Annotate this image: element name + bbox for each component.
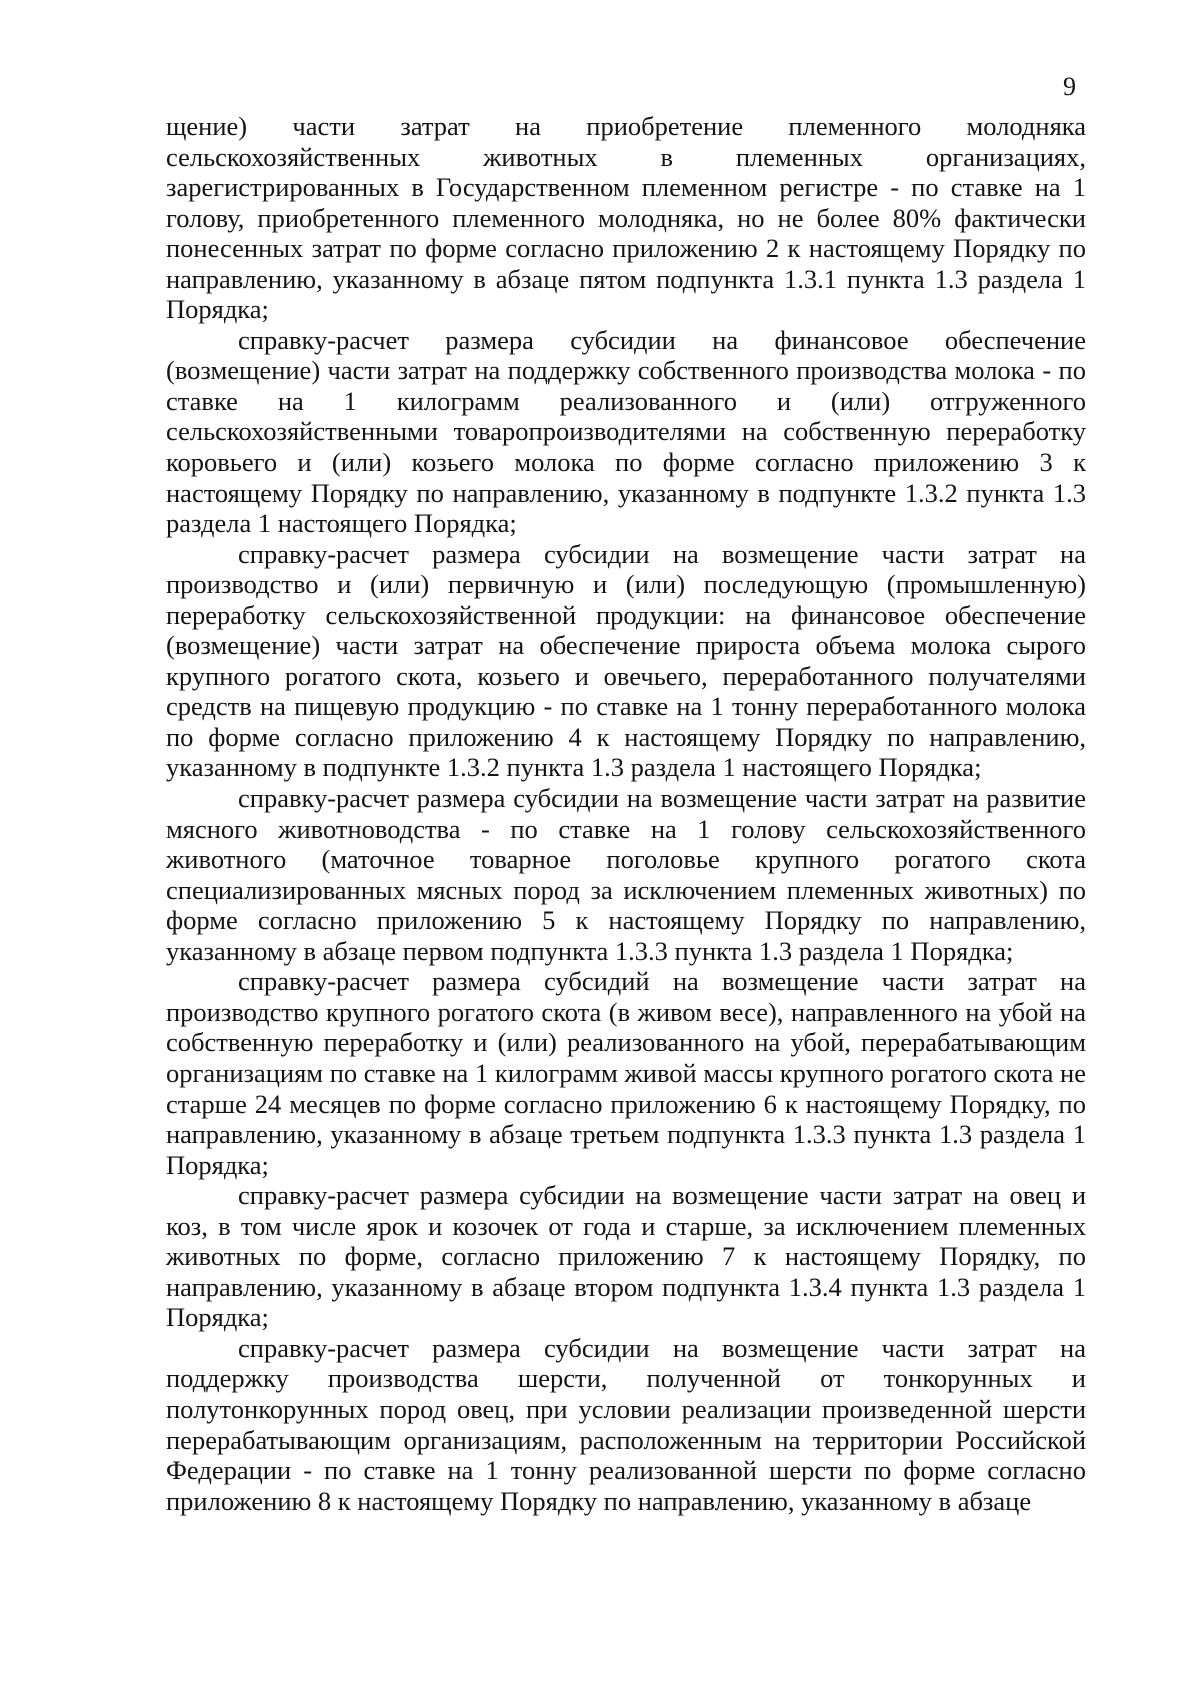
document-body — [166, 111, 1086, 1516]
paragraph-wool-production: справку-расчет размера субсидии на возмещение части затрат на поддержку производства шерсти, полученной от тонкорунных и полутонкорунных пород овец, при условии реализации произведенной шерсти перерабатывающим организациям, расположенным на территории Российской Федерации - по ставке на 1 тонну реализованной шерсти по форме согласно приложению 8 к настоящему Порядку по направлению, указанному в абзаце — [166, 1332, 1086, 1516]
page-number: 9 — [1063, 72, 1076, 101]
paragraph-meat-livestock: справку-расчет размера субсидии на возмещение части затрат на развитие мясного животноводства - по ставке на 1 голову сельскохозяйственного животного (маточное товарное поголовье крупного рогатого скота специализированных мясных пород за исключением племенных животных) по форме согласно приложению 5 к настоящему Порядку по направлению, указанному в абзаце первом подпункта 1.3.3 пункта 1.3 раздела 1 Порядка; — [166, 783, 1086, 966]
paragraph-cattle-slaughter: справку-расчет размера субсидий на возмещение части затрат на производство крупного рогатого скота (в живом весе), направленного на убой на собственную переработку и (или) реализованного на убой, перерабатывающим организациям по ставке на 1 килограмм живой массы крупного рогатого скота не старше 24 месяцев по форме согласно приложению 6 к настоящему Порядку, по направлению, указанному в абзаце третьем подпункта 1.3.3 пункта 1.3 раздела 1 Порядка; — [166, 966, 1086, 1180]
paragraph-continuation: щение) части затрат на приобретение племенного молодняка сельскохозяйственных животных в племенных организациях, зарегистрированных в Государственном племенном регистре - по ставке на 1 голову, приобретенного племенного молодняка, но не более 80% фактически понесенных затрат по форме согласно приложению 2 к настоящему Порядку по направлению, указанному в абзаце пятом подпункта 1.3.1 пункта 1.3 раздела 1 Порядка; — [166, 111, 1086, 325]
paragraph-milk-processing: справку-расчет размера субсидии на возмещение части затрат на производство и (или) первичную и (или) последующую (промышленную) переработку сельскохозяйственной продукции: на финансовое обеспечение (возмещение) части затрат на обеспечение прироста объема молока сырого крупного рогатого скота, козьего и овечьего, переработанного получателями средств на пищевую продукцию - по ставке на 1 тонну переработанного молока по форме согласно приложению 4 к настоящему Порядку по направлению, указанному в подпункте 1.3.2 пункта 1.3 раздела 1 настоящего Порядка; — [166, 538, 1086, 783]
paragraph-milk-production: справку-расчет размера субсидии на финансовое обеспечение (возмещение) части затрат на поддержку собственного производства молока - по ставке на 1 килограмм реализованного и (или) отгруженного сельскохозяйственными товаропроизводителями на собственную переработку коровьего и (или) козьего молока по форме согласно приложению 3 к настоящему Порядку по направлению, указанному в подпункте 1.3.2 пункта 1.3 раздела 1 настоящего Порядка; — [166, 324, 1086, 539]
paragraph-sheep-goats: справку-расчет размера субсидии на возмещение части затрат на овец и коз, в том числе ярок и козочек от года и старше, за исключением племенных животных по форме, согласно приложению 7 к настоящему Порядку, по направлению, указанному в абзаце втором подпункта 1.3.4 пункта 1.3 раздела 1 Порядка; — [166, 1180, 1086, 1333]
